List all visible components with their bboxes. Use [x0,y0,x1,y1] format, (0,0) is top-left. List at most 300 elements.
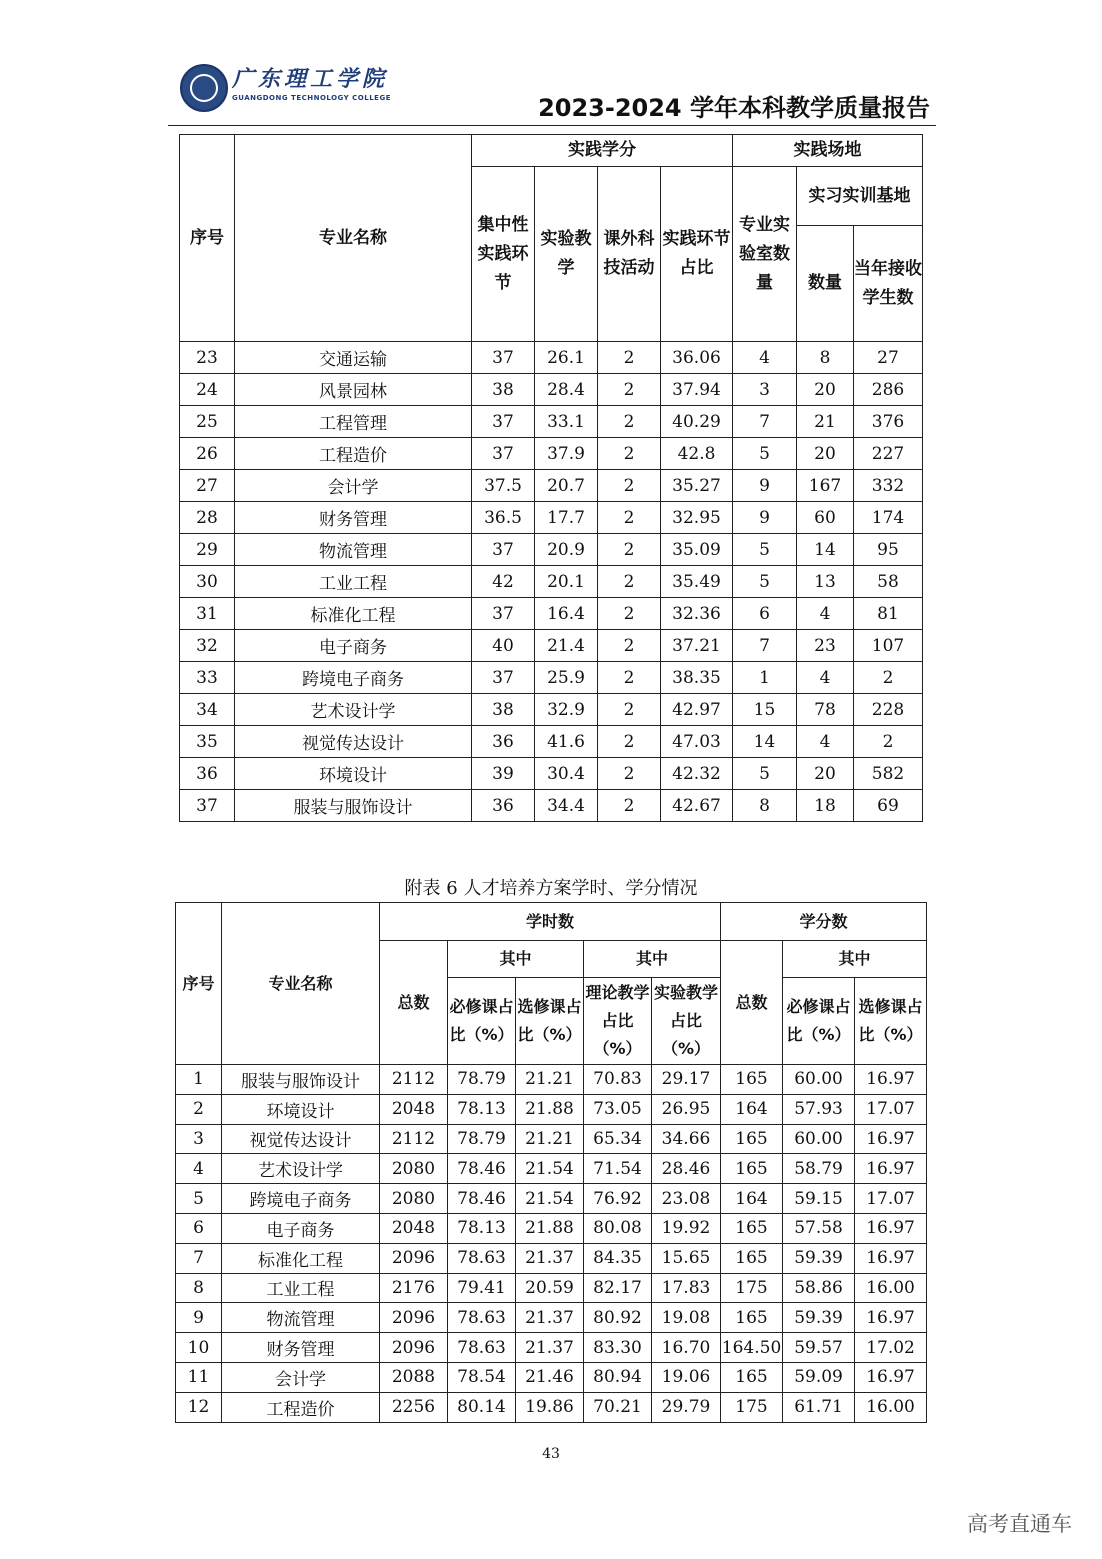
table-cell: 29 [180,534,235,566]
table-cell: 视觉传达设计 [235,726,472,758]
table-cell: 26 [180,438,235,470]
table-cell: 84.35 [584,1243,652,1273]
table-cell: 78.54 [448,1362,516,1392]
table-cell: 20 [797,374,854,406]
table-cell: 82.17 [584,1273,652,1303]
table-cell: 16.4 [535,598,598,630]
table-cell: 2088 [380,1362,448,1392]
table-cell: 27 [180,470,235,502]
table-row [180,598,923,630]
table-cell: 23.08 [652,1184,721,1214]
table-cell: 38 [472,374,535,406]
table-cell: 19.92 [652,1213,721,1243]
table-cell: 21.46 [516,1362,584,1392]
table-cell: 78.13 [448,1094,516,1124]
table-cell: 60.00 [783,1065,855,1095]
table-cell: 286 [854,374,923,406]
table-cell: 艺术设计学 [222,1154,380,1184]
page-number: 43 [542,1446,560,1462]
table-cell: 70.83 [584,1065,652,1095]
table-cell: 21.21 [516,1065,584,1095]
table-cell: 16.97 [855,1243,927,1273]
table-cell: 16.70 [652,1333,721,1363]
table-cell: 物流管理 [235,534,472,566]
table-cell: 37.5 [472,470,535,502]
table-cell: 175 [721,1273,783,1303]
table-cell: 环境设计 [222,1094,380,1124]
table-cell: 5 [733,758,797,790]
group-practice-credits: 实践学分 [472,135,733,167]
table-cell: 57.93 [783,1094,855,1124]
source-watermark: 高考直通车 [967,1512,1072,1536]
table-cell: 2 [854,662,923,694]
table-cell: 工程造价 [235,438,472,470]
table-cell: 32 [180,630,235,662]
table-cell: 4 [797,726,854,758]
table-cell: 标准化工程 [222,1243,380,1273]
table-cell: 175 [721,1392,783,1422]
col-major: 专业名称 [235,135,472,342]
table-cell: 37 [180,790,235,822]
table-row [180,694,923,726]
table-cell: 13 [797,566,854,598]
table-cell: 2 [598,406,661,438]
table-row [180,502,923,534]
table-row [180,534,923,566]
table-cell: 17.02 [855,1333,927,1363]
table-cell: 165 [721,1362,783,1392]
col-credits-required-ratio: 必修课占比（%） [783,978,855,1065]
table-cell: 78.46 [448,1154,516,1184]
table-cell: 71.54 [584,1154,652,1184]
table-cell: 83.30 [584,1333,652,1363]
col-practice-ratio: 实践环节占比 [661,167,733,342]
table-cell: 76.92 [584,1184,652,1214]
table-cell: 4 [733,342,797,374]
table-cell: 17.83 [652,1273,721,1303]
table-cell: 18 [797,790,854,822]
table-cell: 工业工程 [235,566,472,598]
table-row [176,1333,927,1363]
col-seq: 序号 [176,903,222,1065]
table-cell: 跨境电子商务 [235,662,472,694]
table-cell: 59.15 [783,1184,855,1214]
table-cell: 6 [176,1213,222,1243]
table-cell: 78 [797,694,854,726]
table-cell: 59.39 [783,1243,855,1273]
table-cell: 工业工程 [222,1273,380,1303]
table-cell: 8 [797,342,854,374]
table-cell: 1 [733,662,797,694]
table-cell: 21.88 [516,1094,584,1124]
table-cell: 78.46 [448,1184,516,1214]
table-cell: 电子商务 [222,1213,380,1243]
table-cell: 37 [472,342,535,374]
table-cell: 2 [598,374,661,406]
table-cell: 16.97 [855,1303,927,1333]
table-cell: 37 [472,662,535,694]
table-cell: 2 [598,534,661,566]
table-cell: 37 [472,598,535,630]
table-cell: 15 [733,694,797,726]
col-seq: 序号 [180,135,235,342]
table-cell: 582 [854,758,923,790]
table-cell: 33.1 [535,406,598,438]
col-concentrated-practice: 集中性实践环节 [472,167,535,342]
table-cell: 艺术设计学 [235,694,472,726]
table-cell: 58.79 [783,1154,855,1184]
table-cell: 2 [598,790,661,822]
table-cell: 16.00 [855,1392,927,1422]
table-row [180,566,923,598]
table-cell: 165 [721,1243,783,1273]
table-row [176,1154,927,1184]
table-cell: 物流管理 [222,1303,380,1333]
table-cell: 73.05 [584,1094,652,1124]
col-experiment-teaching: 实验教学 [535,167,598,342]
table-cell: 2080 [380,1184,448,1214]
table-cell: 37.9 [535,438,598,470]
table-cell: 2 [854,726,923,758]
table-cell: 57.58 [783,1213,855,1243]
table-cell: 165 [721,1124,783,1154]
table-row [176,1094,927,1124]
table-cell: 会计学 [235,470,472,502]
table-cell: 95 [854,534,923,566]
table-cell: 2048 [380,1094,448,1124]
table-cell: 37 [472,534,535,566]
table-cell: 32.9 [535,694,598,726]
table-cell: 19.86 [516,1392,584,1422]
table-cell: 9 [176,1303,222,1333]
table-cell: 21.54 [516,1184,584,1214]
table-cell: 2096 [380,1303,448,1333]
table-cell: 21.37 [516,1243,584,1273]
col-credits-elective-ratio: 选修课占比（%） [855,978,927,1065]
table-cell: 20 [797,758,854,790]
table-cell: 30 [180,566,235,598]
table-cell: 42.32 [661,758,733,790]
table-cell: 2 [598,758,661,790]
table-row [176,1392,927,1422]
table-row [176,1213,927,1243]
table-cell: 35.49 [661,566,733,598]
table-cell: 37.21 [661,630,733,662]
table-cell: 21.88 [516,1213,584,1243]
table-cell: 2048 [380,1213,448,1243]
table-cell: 20 [797,438,854,470]
table-cell: 37.94 [661,374,733,406]
table-cell: 78.79 [448,1065,516,1095]
table-cell: 16.97 [855,1124,927,1154]
table-cell: 34.66 [652,1124,721,1154]
table-cell: 36.5 [472,502,535,534]
table-cell: 2112 [380,1065,448,1095]
table-cell: 78.63 [448,1243,516,1273]
table-cell: 42.67 [661,790,733,822]
table-cell: 42.8 [661,438,733,470]
table-cell: 59.57 [783,1333,855,1363]
col-major: 专业名称 [222,903,380,1065]
table-cell: 31 [180,598,235,630]
table-cell: 23 [797,630,854,662]
table-cell: 28.4 [535,374,598,406]
table-cell: 11 [176,1362,222,1392]
table-row [176,1273,927,1303]
table-cell: 19.06 [652,1362,721,1392]
table-cell: 29.17 [652,1065,721,1095]
table-row [180,790,923,822]
table-row [180,406,923,438]
table-cell: 58.86 [783,1273,855,1303]
col-extracurricular: 课外科技活动 [598,167,661,342]
table-cell: 17.07 [855,1094,927,1124]
table-cell: 41.6 [535,726,598,758]
college-name-en: GUANGDONG TECHNOLOGY COLLEGE [232,94,391,102]
table-cell: 电子商务 [235,630,472,662]
table-cell: 26.1 [535,342,598,374]
table-caption: 附表 6 人才培养方案学时、学分情况 [404,878,698,899]
table-cell: 24 [180,374,235,406]
table-cell: 会计学 [222,1362,380,1392]
table-cell: 16.97 [855,1213,927,1243]
col-credits-total: 总数 [721,941,783,1065]
table-cell: 28.46 [652,1154,721,1184]
table-cell: 165 [721,1065,783,1095]
table-cell: 21.37 [516,1333,584,1363]
table-cell: 81 [854,598,923,630]
table-cell: 2 [598,438,661,470]
table-cell: 环境设计 [235,758,472,790]
col-hours-required-ratio: 必修课占比（%） [448,978,516,1065]
table-cell: 80.94 [584,1362,652,1392]
table-cell: 1 [176,1065,222,1095]
table-cell: 16.97 [855,1154,927,1184]
table-cell: 2112 [380,1124,448,1154]
table-cell: 36 [472,726,535,758]
table-cell: 47.03 [661,726,733,758]
table-cell: 5 [733,566,797,598]
table-cell: 78.79 [448,1124,516,1154]
group-credits: 学分数 [721,903,927,941]
table-cell: 标准化工程 [235,598,472,630]
table-cell: 29.79 [652,1392,721,1422]
table-cell: 60 [797,502,854,534]
table-cell: 7 [733,406,797,438]
table-cell: 财务管理 [235,502,472,534]
table-row [180,758,923,790]
table-row [180,726,923,758]
table-cell: 7 [176,1243,222,1273]
table-row [180,630,923,662]
table-cell: 164.50 [721,1333,783,1363]
table-cell: 14 [733,726,797,758]
table-cell: 2 [598,598,661,630]
table-cell: 65.34 [584,1124,652,1154]
table-cell: 9 [733,470,797,502]
table-cell: 2 [598,726,661,758]
table-cell: 28 [180,502,235,534]
college-name-cn: 广东理工学院 [232,67,389,92]
table-cell: 风景园林 [235,374,472,406]
table-cell: 164 [721,1184,783,1214]
table-cell: 227 [854,438,923,470]
table-cell: 4 [176,1154,222,1184]
table-cell: 42.97 [661,694,733,726]
table-cell: 5 [733,534,797,566]
col-base-count: 数量 [797,226,854,342]
table-cell: 32.95 [661,502,733,534]
table-cell: 20.1 [535,566,598,598]
table-cell: 332 [854,470,923,502]
table-cell: 8 [733,790,797,822]
table-cell: 5 [733,438,797,470]
table-row [180,470,923,502]
col-students-received: 当年接收学生数 [854,226,923,342]
table-cell: 服装与服饰设计 [222,1065,380,1095]
table-row [176,1362,927,1392]
table-cell: 165 [721,1213,783,1243]
practice-credits-table [179,134,923,822]
college-emblem-icon [180,64,228,112]
table-cell: 6 [733,598,797,630]
table-cell: 工程造价 [222,1392,380,1422]
table-cell: 7 [733,630,797,662]
table-cell: 37 [472,438,535,470]
group-hours: 学时数 [380,903,721,941]
table-cell: 37 [472,406,535,438]
table-row [180,374,923,406]
table-row [176,1303,927,1333]
group-practice-sites: 实践场地 [733,135,923,167]
table-cell: 60.00 [783,1124,855,1154]
table-cell: 69 [854,790,923,822]
table-cell: 80.14 [448,1392,516,1422]
page-header [0,0,1102,130]
table-row [180,438,923,470]
table-cell: 2 [598,694,661,726]
table-cell: 27 [854,342,923,374]
table-cell: 80.92 [584,1303,652,1333]
table-cell: 34.4 [535,790,598,822]
table-cell: 61.71 [783,1392,855,1422]
table-cell: 2 [598,342,661,374]
table-cell: 35.09 [661,534,733,566]
table-cell: 26.95 [652,1094,721,1124]
table-cell: 10 [176,1333,222,1363]
table-cell: 38.35 [661,662,733,694]
table-cell: 14 [797,534,854,566]
col-hours-total: 总数 [380,941,448,1065]
table-cell: 16.97 [855,1065,927,1095]
col-lab-count: 专业实验室数量 [733,167,797,342]
table-cell: 30.4 [535,758,598,790]
table-cell: 3 [176,1124,222,1154]
table-cell: 17.07 [855,1184,927,1214]
table-cell: 2 [176,1094,222,1124]
table-cell: 4 [797,598,854,630]
col-hours-elective-ratio: 选修课占比（%） [516,978,584,1065]
table-cell: 40 [472,630,535,662]
table-cell: 4 [797,662,854,694]
table-cell: 2 [598,470,661,502]
table-cell: 36.06 [661,342,733,374]
table-cell: 2080 [380,1154,448,1184]
table-cell: 78.13 [448,1213,516,1243]
table-cell: 8 [176,1273,222,1303]
table-row [180,342,923,374]
table-cell: 2096 [380,1333,448,1363]
table-cell: 107 [854,630,923,662]
table-cell: 2 [598,630,661,662]
table-cell: 167 [797,470,854,502]
table-cell: 174 [854,502,923,534]
table-cell: 164 [721,1094,783,1124]
report-title: 2023-2024 学年本科教学质量报告 [538,94,930,122]
table-cell: 19.08 [652,1303,721,1333]
table-cell: 78.63 [448,1303,516,1333]
table-cell: 35 [180,726,235,758]
table-cell: 2176 [380,1273,448,1303]
table-cell: 36 [180,758,235,790]
table-row [176,1065,927,1095]
table-row [176,1243,927,1273]
curriculum-hours-credits-table [175,902,927,1423]
table-cell: 21.54 [516,1154,584,1184]
table-cell: 16.00 [855,1273,927,1303]
col-theory-ratio: 理论教学占比（%） [584,978,652,1065]
table-cell: 财务管理 [222,1333,380,1363]
table-cell: 59.39 [783,1303,855,1333]
table-cell: 35.27 [661,470,733,502]
table-cell: 工程管理 [235,406,472,438]
table-cell: 32.36 [661,598,733,630]
group-hours-among-2: 其中 [584,941,721,978]
table-cell: 25.9 [535,662,598,694]
table-cell: 36 [472,790,535,822]
table-cell: 12 [176,1392,222,1422]
table-cell: 34 [180,694,235,726]
table-cell: 376 [854,406,923,438]
table-cell: 服装与服饰设计 [235,790,472,822]
table-row [176,1184,927,1214]
table-row [176,1124,927,1154]
table-cell: 39 [472,758,535,790]
table-cell: 23 [180,342,235,374]
table-cell: 21.4 [535,630,598,662]
table-cell: 21.21 [516,1124,584,1154]
header-divider [168,125,936,126]
table-cell: 9 [733,502,797,534]
group-training-base: 实习实训基地 [797,167,923,226]
table-cell: 16.97 [855,1362,927,1392]
table-cell: 20.9 [535,534,598,566]
table-cell: 165 [721,1303,783,1333]
table-cell: 2 [598,662,661,694]
table-cell: 33 [180,662,235,694]
col-lab-ratio: 实验教学占比（%） [652,978,721,1065]
table-cell: 79.41 [448,1273,516,1303]
table-cell: 交通运输 [235,342,472,374]
table-cell: 21 [797,406,854,438]
table-cell: 40.29 [661,406,733,438]
table-cell: 70.21 [584,1392,652,1422]
table-cell: 20.7 [535,470,598,502]
table-cell: 42 [472,566,535,598]
table-cell: 5 [176,1184,222,1214]
table-cell: 视觉传达设计 [222,1124,380,1154]
table-cell: 15.65 [652,1243,721,1273]
